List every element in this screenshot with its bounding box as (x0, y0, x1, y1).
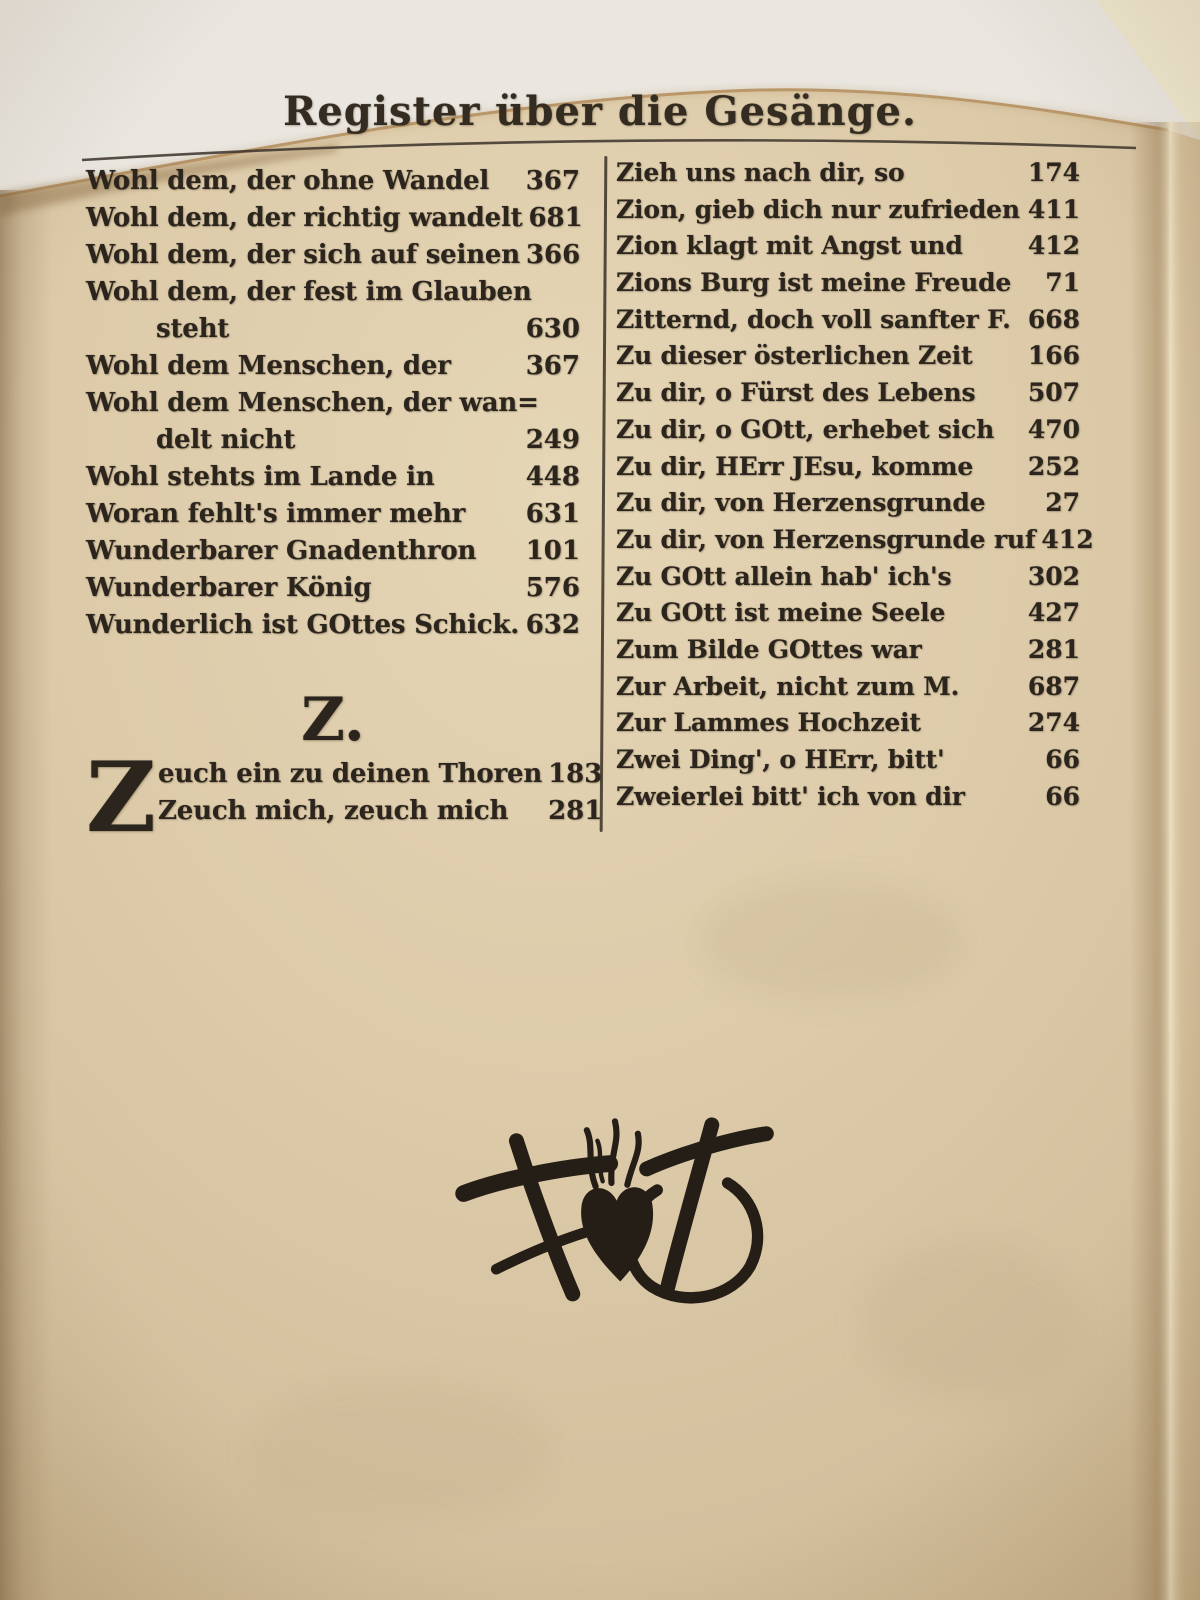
index-entry (86, 573, 580, 610)
entry-page-number: 631 (525, 499, 580, 529)
entry-page-number: 470 (1027, 414, 1080, 444)
index-column-right (616, 158, 1094, 818)
index-entry (616, 488, 1080, 525)
index-entry (616, 341, 1080, 378)
entry-title: Zur Arbeit, nicht zum M. (616, 671, 960, 701)
index-entry (86, 277, 580, 314)
index-entry (616, 672, 1080, 709)
entry-title: Zion klagt mit Angst und (616, 231, 963, 261)
z-section-entries (86, 741, 603, 854)
index-entry (86, 203, 583, 240)
entry-page-number: 183 (548, 759, 603, 789)
entry-title: Zu dir, o Fürst des Lebens (616, 378, 976, 408)
flame (611, 1121, 616, 1183)
entry-page-number: 252 (1027, 451, 1080, 481)
entry-page-number: 66 (1045, 781, 1080, 811)
entry-title: Wohl dem, der sich auf seinen (86, 240, 520, 270)
index-entry (86, 536, 580, 573)
entry-page-number: 174 (1027, 158, 1080, 187)
index-entry (616, 415, 1080, 452)
entry-page-number: 281 (548, 796, 603, 826)
entry-title: Zu dir, HErr JEsu, komme (616, 451, 974, 481)
entry-page-number: 71 (1045, 268, 1080, 298)
entry-title: Zieh uns nach dir, so (616, 158, 905, 187)
entry-page-number: 576 (525, 573, 580, 603)
entry-page-number: 412 (1041, 524, 1094, 554)
flame (627, 1134, 638, 1185)
entry-title: Zu GOtt ist meine Seele (616, 598, 946, 628)
entry-title: Wohl dem, der fest im Glauben (86, 277, 532, 307)
index-entry (86, 351, 580, 388)
entry-title: Zeuch mich, zeuch mich (158, 796, 509, 826)
index-entry (616, 708, 1080, 745)
entry-title: Wohl stehts im Lande in (86, 462, 435, 492)
entry-page-number: 632 (525, 610, 580, 640)
entry-title: Zions Burg ist meine Freude (616, 268, 1012, 298)
entry-title: Wohl dem, der richtig wandelt (86, 203, 523, 233)
entry-page-number: 27 (1045, 488, 1080, 518)
entry-title: Wunderbarer König (86, 573, 372, 603)
entry-page-number: 274 (1027, 708, 1080, 738)
index-entry (616, 562, 1080, 599)
heart (581, 1187, 653, 1281)
entry-page-number: 412 (1027, 231, 1080, 261)
entry-title: Wunderlich ist GOttes Schick. (86, 610, 520, 640)
entry-title: Wohl dem, der ohne Wandel (86, 166, 490, 196)
entry-page-number: 507 (1027, 378, 1080, 408)
entry-title: Zu dieser österlichen Zeit (616, 341, 973, 371)
entry-title: Wohl dem Menschen, der wan= (86, 388, 539, 418)
index-entry (616, 598, 1080, 635)
index-entry (616, 524, 1094, 562)
index-entry-continuation (86, 314, 580, 351)
entry-page-number: 367 (525, 166, 580, 196)
entry-title: Zur Lammes Hochzeit (616, 708, 921, 738)
index-entry (86, 388, 580, 425)
index-entry (616, 378, 1080, 415)
dropcap-z: Z (86, 741, 157, 854)
entry-title: Zwei Ding', o HErr, bitt' (616, 745, 945, 774)
entry-title: Woran fehlt's immer mehr (86, 499, 466, 529)
burning-heart-crosses-vignette-icon (440, 1095, 790, 1315)
index-entry (616, 195, 1080, 232)
entry-page-number: 101 (525, 536, 580, 566)
index-column-left (86, 166, 603, 854)
entry-title: euch ein zu deinen Thoren (158, 759, 543, 789)
flame (597, 1141, 602, 1181)
index-entry-continuation (86, 425, 580, 462)
entry-page-number: 66 (1045, 745, 1080, 774)
entry-title: Zu dir, von Herzensgrunde ruf (616, 524, 1036, 554)
entry-title: delt nicht (156, 425, 296, 455)
index-entry (158, 759, 602, 796)
entry-page-number: 367 (525, 351, 580, 381)
z-section-lines (158, 759, 602, 833)
entry-page-number: 668 (1027, 304, 1080, 334)
entry-page-number: 302 (1027, 561, 1080, 591)
entry-title: Wunderbarer Gnadenthron (86, 536, 477, 566)
entry-title: Zion, gieb dich nur zufrieden (616, 194, 1020, 224)
index-entry (616, 635, 1080, 672)
index-entry (616, 268, 1080, 305)
entry-page-number: 630 (525, 314, 580, 344)
index-entry (616, 745, 1080, 782)
index-entry (616, 305, 1080, 342)
index-entry (86, 462, 580, 499)
entry-page-number: 411 (1027, 194, 1080, 224)
index-entry (86, 499, 580, 536)
entry-title: Zweierlei bitt' ich von dir (616, 781, 965, 811)
page-title: Register über die Gesänge. (283, 88, 917, 135)
entry-title: Zu dir, von Herzensgrunde (616, 488, 986, 518)
entry-page-number: 427 (1027, 598, 1080, 628)
entry-title: steht (156, 314, 230, 344)
index-entry (86, 610, 580, 647)
entry-page-number: 166 (1027, 341, 1080, 371)
index-entry (616, 158, 1080, 195)
index-entry (616, 231, 1080, 268)
entry-title: Zum Bilde GOttes war (616, 634, 922, 664)
index-entry (616, 782, 1080, 819)
index-entry (86, 166, 580, 203)
entry-title: Zitternd, doch voll sanfter F. (616, 304, 1011, 334)
entry-page-number: 281 (1027, 634, 1080, 664)
index-entry (616, 452, 1080, 489)
section-heading-z: Z. (301, 685, 365, 755)
index-entry (158, 796, 602, 833)
entry-page-number: 249 (525, 425, 580, 455)
entry-title: Zu GOtt allein hab' ich's (616, 561, 952, 591)
entry-page-number: 366 (525, 240, 581, 270)
entry-page-number: 687 (1027, 671, 1080, 701)
entry-title: Wohl dem Menschen, der (86, 351, 451, 381)
entry-title: Zu dir, o GOtt, erhebet sich (616, 414, 995, 444)
entry-page-number: 681 (528, 203, 583, 233)
index-entry (86, 240, 580, 277)
entry-page-number: 448 (525, 462, 580, 492)
